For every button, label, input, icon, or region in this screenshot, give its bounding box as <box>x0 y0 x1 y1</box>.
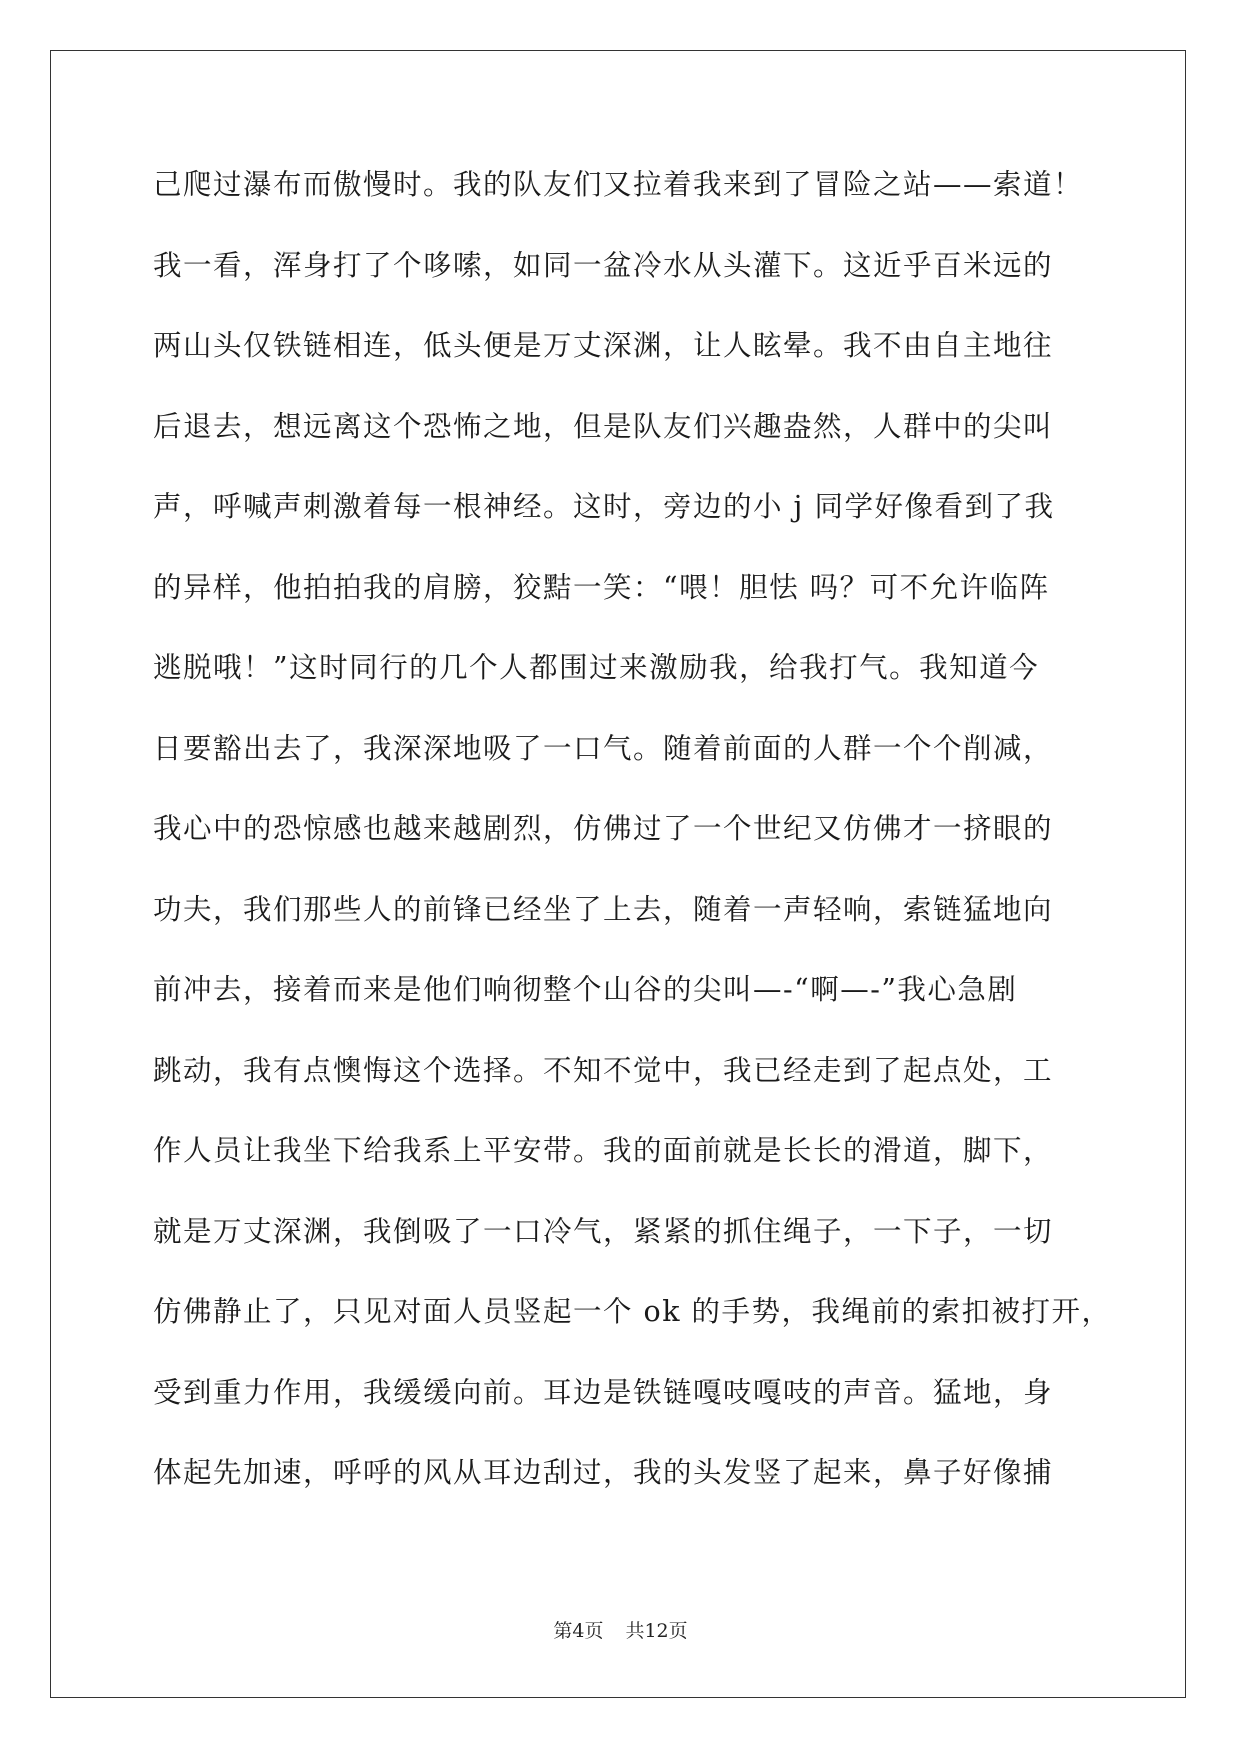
text-line: 受到重力作用，我缓缓向前。耳边是铁链嘎吱嘎吱的声音。猛地，身 <box>153 1375 1054 1409</box>
text-line: 我心中的恐惊感也越来越剧烈，仿佛过了一个世纪又仿佛才一挤眼的 <box>153 812 1054 845</box>
text-line: 声，呼喊声刺激着每一根神经。这时，旁边的小 j 同学好像看到了我 <box>153 490 1055 523</box>
text-line: 后退去，想远离这个恐怖之地，但是队友们兴趣盎然，人群中的尖叫 <box>153 409 1054 443</box>
text-line: 己爬过瀑布而傲慢时。我的队友们又拉着我来到了冒险之站——索道！ <box>153 168 1084 201</box>
text-line: 功夫，我们那些人的前锋已经坐了上去，随着一声轻响，索链猛地向 <box>153 892 1054 926</box>
text-line: 逃脱哦！”这时同行的几个人都围过来激励我，给我打气。我知道今 <box>153 651 1040 684</box>
text-line: 前冲去，接着而来是他们响彻整个山谷的尖叫—-“啊—-”我心急剧 <box>153 973 1018 1006</box>
current-page-number: 第4页 <box>553 1620 604 1642</box>
total-pages: 共12页 <box>625 1620 688 1642</box>
text-line: 我一看，浑身打了个哆嗦，如同一盆冷水从头灌下。这近乎百米远的 <box>153 248 1054 282</box>
text-line: 仿佛静止了，只见对面人员竖起一个 ok 的手势，我绳前的索扣被打开， <box>153 1295 1112 1328</box>
text-line: 跳动，我有点懊悔这个选择。不知不觉中，我已经走到了起点处，工 <box>153 1053 1054 1087</box>
text-line: 两山头仅铁链相连，低头便是万丈深渊，让人眩晕。我不由自主地往 <box>153 329 1054 362</box>
text-line: 体起先加速，呼呼的风从耳边刮过，我的头发竖了起来，鼻子好像捕 <box>153 1456 1054 1489</box>
text-line: 作人员让我坐下给我系上平安带。我的面前就是长长的滑道，脚下， <box>153 1134 1054 1167</box>
text-line: 日要豁出去了，我深深地吸了一口气。随着前面的人群一个个削减， <box>153 731 1054 765</box>
body-text <box>153 160 1112 1529</box>
page-footer <box>0 1616 1241 1643</box>
text-line: 的异样，他拍拍我的肩膀，狡黠一笑：“喂！胆怯 吗？可不允许临阵 <box>153 570 1050 604</box>
text-line: 就是万丈深渊，我倒吸了一口冷气，紧紧的抓住绳子，一下子，一切 <box>153 1214 1054 1248</box>
